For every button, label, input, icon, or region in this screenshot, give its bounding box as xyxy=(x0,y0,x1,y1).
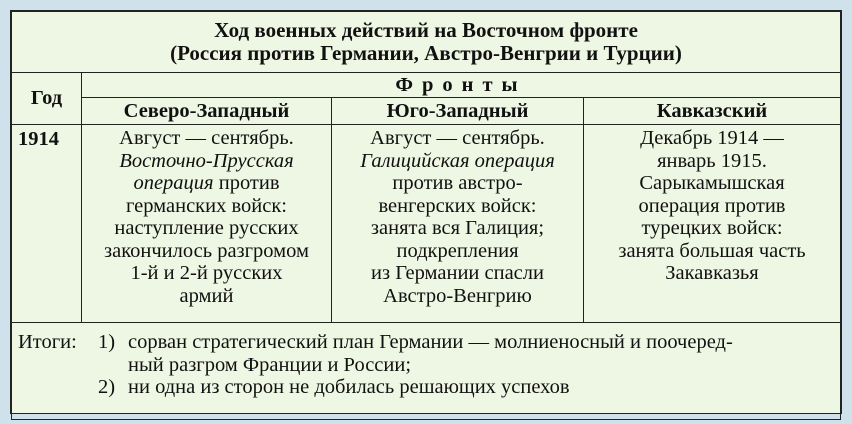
fronts-header: Фронты xyxy=(82,73,841,98)
nw-line: армий xyxy=(179,284,234,307)
cau-line: январь 1915. xyxy=(657,149,767,172)
result-number: 1) xyxy=(98,331,116,353)
eastern-front-table xyxy=(11,11,841,420)
south-west-cell xyxy=(332,125,584,323)
nw-line: Август — сентябрь. xyxy=(119,127,294,149)
nw-line: 1-й и 2-й русских xyxy=(130,262,283,284)
result-item-2 xyxy=(18,376,840,399)
front-south-west-header: Юго-Западный xyxy=(332,98,584,125)
result-text: сорван стратегический план Германии — молниеносный и поочеред- xyxy=(128,331,733,353)
sw-line: занята вся Галиция; xyxy=(370,217,545,239)
cau-line: занята большая часть xyxy=(618,239,806,262)
cau-line: Сарыкамышская xyxy=(639,172,785,194)
result-number: 2) xyxy=(98,376,116,398)
title-line-1: Ход военных действий на Восточном фронте xyxy=(214,18,638,42)
result-text: ный разгром Франции и России; xyxy=(128,353,412,376)
front-north-west-header: Северо-Западный xyxy=(82,98,332,125)
table-title xyxy=(12,12,841,73)
front-caucasus-header: Кавказский xyxy=(584,98,841,125)
nw-line: германских войск: xyxy=(126,194,287,217)
title-line-2: (Россия против Германии, Австро-Венгрии и Турции) xyxy=(170,41,682,65)
sw-line: против австро- xyxy=(392,172,523,194)
year-header: Год xyxy=(12,73,82,125)
sw-line: Август — сентябрь. xyxy=(370,127,545,149)
result-item-1-cont xyxy=(18,354,840,377)
nw-italic-line: Восточно-Прусская xyxy=(119,149,294,172)
sw-line: из Германии спасли xyxy=(371,262,544,284)
caucasus-cell xyxy=(584,125,841,323)
cau-line: турецких войск: xyxy=(641,217,783,239)
sw-line: венгерских войск: xyxy=(378,194,537,217)
year-1914-cell: 1914 xyxy=(12,125,82,323)
history-table-sheet xyxy=(10,10,842,414)
result-item-1 xyxy=(18,331,840,354)
cau-line: Декабрь 1914 — xyxy=(640,127,784,149)
results-cell xyxy=(12,323,841,420)
sw-line: подкрепления xyxy=(396,239,519,262)
nw-line: закончилось разгромом xyxy=(104,239,309,262)
results-label: Итоги: xyxy=(18,331,77,353)
cau-line: операция против xyxy=(638,194,786,217)
sw-line: Австро-Венгрию xyxy=(383,284,532,307)
nw-line: наступление русских xyxy=(114,217,299,239)
cau-line: Закавказья xyxy=(665,262,759,284)
sw-italic-line: Галицийская операция xyxy=(360,149,555,172)
nw-line: операция против xyxy=(133,172,280,194)
north-west-cell xyxy=(82,125,332,323)
result-text: ни одна из сторон не добилась решающих успехов xyxy=(128,376,570,398)
